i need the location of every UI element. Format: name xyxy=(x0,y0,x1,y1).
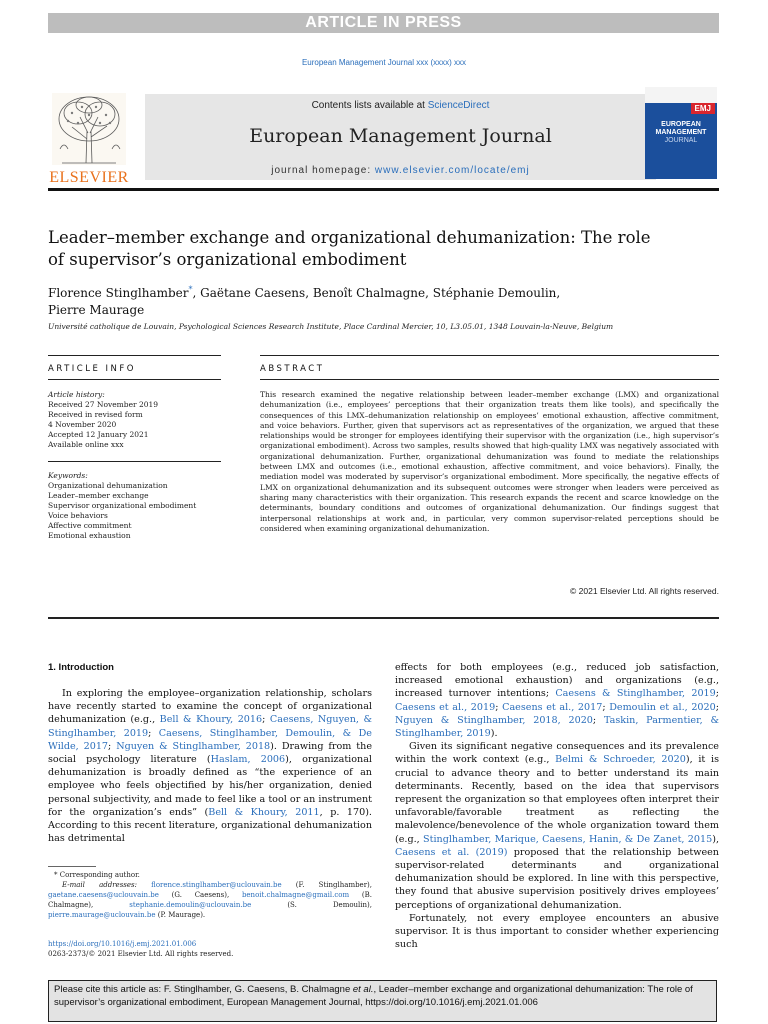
citation-link[interactable]: Belmi & Schroeder, 2020 xyxy=(555,754,686,766)
citation-link[interactable]: Caesens et al. (2019) xyxy=(395,846,508,858)
contents-line xyxy=(145,100,656,111)
author-last: Pierre Maurage xyxy=(48,303,145,317)
text-run: (S. Demoulin), xyxy=(251,901,372,909)
history-item: 4 November 2020 xyxy=(48,420,117,429)
text-run: ), xyxy=(712,833,719,845)
article-info-heading: ARTICLE INFO xyxy=(48,364,136,374)
sciencedirect-link[interactable]: ScienceDirect xyxy=(427,100,490,111)
intro-paragraph-1-cont xyxy=(395,661,719,740)
article-title: Leader–member exchange and organizational dehumanization: The role of supervisor’s organizational embodiment xyxy=(48,228,651,269)
elsevier-wordmark: ELSEVIER xyxy=(49,169,129,186)
text-run: ). Drawing from the social psychology literature ( xyxy=(48,740,373,766)
article-info-sub-rule xyxy=(48,379,221,380)
citation-link[interactable]: Caesens, Stinglhamber, Demoulin, & De Wilde, 2017 xyxy=(48,727,372,752)
text-run: Fortunately, not every employee encounters an abusive supervisor. It is thus important to consider whether experiencing such xyxy=(395,912,719,951)
masthead-center xyxy=(145,94,656,180)
footnote xyxy=(48,870,372,920)
citation-pre: Please cite this article as: F. Stinglhamber, G. Caesens, B. Chalmagne xyxy=(54,984,353,995)
citation-link[interactable]: Nguyen & Stinglhamber, 2018, 2020 xyxy=(395,714,593,726)
doi-link[interactable]: https://doi.org/10.1016/j.emj.2021.01.006 xyxy=(48,940,197,948)
author-rest: , Gaëtane Caesens, Benoît Chalmagne, Stéphanie Demoulin, xyxy=(192,286,561,300)
journal-cover-thumbnail[interactable] xyxy=(645,87,717,179)
journal-title: European Management Journal xyxy=(249,125,552,147)
citation-link[interactable]: gaetane.caesens@uclouvain.be xyxy=(48,891,159,899)
corresponding-author-note: * Corresponding author. xyxy=(54,871,140,879)
article-in-press-banner: ARTICLE IN PRESS xyxy=(48,13,719,33)
citation-box xyxy=(48,980,717,1022)
text-run: ; xyxy=(108,740,117,752)
abstract-sub-rule xyxy=(260,379,719,380)
homepage-url-link[interactable]: www.elsevier.com/locate/emj xyxy=(374,165,530,176)
article-history xyxy=(48,390,221,450)
text-run: ), it is crucial to advance theory and to better understand its main determinants. Recently, based on the idea that supervisors represent the organization so that employees often interpret their unfavorable/favorable treatment as reflecting the malevolence/benevolence of the whole organization toward them (e.g., xyxy=(395,754,719,845)
abstract-text: This research examined the negative relationship between leader–member exchange (LMX) and organizational dehumanization (i.e., employees’ perceptions that their organization treats them like tools), and specifically the consequences of this LMX–dehumanization relationship on employees’ emotional exhaustion, affective commitment, and voice behaviors. Further, given that supervisors act as representatives of the organization, we argued that these relationships would be stronger for employees identifying their supervisor with the organization (i.e., high supervisor’s organizational embodiment). Across two samples, results showed that high-quality LMX was negatively associated with organizational dehumanization. Further, organizational dehumanization was found to mediate the relationships between LMX and outcomes (i.e., emotional exhaustion, affective commitment, and voice behaviors). Finally, the mediation model was moderated by supervisor’s organizational embodiment. More specifically, the negative effects of LMX on organizational dehumanization and its subsequent outcomes were stronger when leaders were perceived as sharing many characteristics with their organization. This research expands the recent and scarce knowledge on the determinants, boundary conditions and outcomes of organizational dehumanization. Our findings suggest that interpersonal relationships at work and, in particular, very common supervisor-related perceptions should be considered when examining organizational dehumanization. xyxy=(260,390,719,533)
keyword-item: Voice behaviors xyxy=(48,511,108,520)
text-run: , p. 170). According to this recent literature, organizational dehumanization has detrimental xyxy=(48,806,372,845)
abstract-copyright: © 2021 Elsevier Ltd. All rights reserved. xyxy=(570,586,719,596)
issn-line: 0263-2373/© 2021 Elsevier Ltd. All rights reserved. xyxy=(48,950,234,958)
elsevier-logo[interactable] xyxy=(48,93,130,185)
intro-paragraph-1 xyxy=(48,687,372,845)
cover-title xyxy=(645,121,717,145)
text-run: ; xyxy=(495,701,503,713)
citation-link[interactable]: Taskin, Parmentier, & Stinglhamber, 2019 xyxy=(395,714,719,740)
citation-link[interactable]: pierre.maurage@uclouvain.be xyxy=(48,911,156,919)
keyword-item: Leader–member exchange xyxy=(48,491,149,500)
cover-title-line-1: EUROPEAN xyxy=(661,121,701,128)
keywords xyxy=(48,471,221,541)
text-run: In exploring the employee–organization relationship, scholars have recently started to examine the concept of organizational dehumanization (e.g., xyxy=(48,688,372,726)
citation-link[interactable]: Nguyen & Stinglhamber, 2018 xyxy=(116,740,271,752)
cover-title-line-2: MANAGEMENT xyxy=(655,129,707,136)
author-list xyxy=(48,281,668,319)
front-matter-rule xyxy=(48,617,719,619)
cover-title-line-3: JOURNAL xyxy=(664,137,698,144)
citation-link[interactable]: stephanie.demoulin@uclouvain.be xyxy=(129,901,252,909)
citation-link[interactable]: Caesens et al., 2017 xyxy=(502,701,603,713)
citation-link[interactable]: Bell & Khoury, 2011 xyxy=(208,806,320,818)
keyword-item: Affective commitment xyxy=(48,521,132,530)
text-run: ; xyxy=(592,714,604,726)
elsevier-tree-icon xyxy=(52,93,126,165)
article-info-top-rule xyxy=(48,355,221,356)
citation-link[interactable]: Demoulin et al., 2020 xyxy=(609,701,716,713)
history-keywords-rule xyxy=(48,461,221,462)
citation-link[interactable]: Caesens, Nguyen, & Stinglhamber, 2019 xyxy=(48,714,373,739)
keyword-item: Emotional exhaustion xyxy=(48,531,131,540)
citation-link[interactable]: florence.stinglhamber@uclouvain.be xyxy=(151,881,282,889)
history-item: Available online xxx xyxy=(48,440,124,449)
history-label: Article history: xyxy=(48,390,105,399)
text-run: E-mail addresses: xyxy=(62,881,152,889)
masthead xyxy=(48,87,719,190)
body-column-left xyxy=(48,687,372,845)
citation-link[interactable]: Stinglhamber, Marique, Caesens, Hanin, & De Zanet, 2015 xyxy=(423,833,713,845)
cover-top-stripe xyxy=(645,87,717,103)
footnote-rule xyxy=(48,866,96,867)
corresponding-author-mark[interactable]: * xyxy=(188,285,193,294)
journal-reference-link[interactable]: European Management Journal xxx (xxxx) xxx xyxy=(301,58,467,67)
journal-homepage-line xyxy=(145,165,656,176)
keywords-label: Keywords: xyxy=(48,471,88,480)
text-run: ), organizational dehumanization is broadly defined as “the experience of an employee who feels objectified by his/her organization, denied personal subjectivity, and made to feel like a tool or an instrument for the organization’s ends” ( xyxy=(48,754,372,818)
body-column-right xyxy=(395,661,719,951)
citation-link[interactable]: Caesens et al., 2019 xyxy=(395,701,496,713)
text-run: (B. Chalmagne), xyxy=(48,891,372,909)
citation-post: , Leader–member exchange and organizational dehumanization: The role of supervisor’s organizational embodiment, European Management Journal, https://doi.org/10.1016/j.emj.2021.01.006 xyxy=(54,984,693,1008)
text-run: ; xyxy=(602,701,610,713)
citation-etal: et al. xyxy=(352,984,374,995)
text-run: (P. Maurage). xyxy=(155,911,206,919)
history-item: Accepted 12 January 2021 xyxy=(48,430,149,439)
abstract-top-rule xyxy=(260,355,719,356)
author-first[interactable]: Florence Stinglhamber xyxy=(48,286,189,300)
abstract-heading: ABSTRACT xyxy=(260,364,325,374)
doi-block xyxy=(48,939,372,959)
text-run: ; xyxy=(148,727,159,739)
text-run: proposed that the relationship between supervisor-related determinants and organizational dehumanization should be explored. In line with this perspective, they found that abusive supervision positively drives employees’ perceptions of organizational dehumanization. xyxy=(395,846,719,911)
citation-link[interactable]: Haslam, 2006 xyxy=(210,754,286,766)
keyword-item: Supervisor organizational embodiment xyxy=(48,501,197,510)
homepage-prefix: journal homepage: xyxy=(271,165,375,176)
section-heading-introduction: 1. Introduction xyxy=(48,662,114,673)
text-run: (F. Stinglhamber), xyxy=(281,881,373,889)
cover-badge: EMJ xyxy=(691,103,715,114)
citation-link[interactable]: Caesens & Stinglhamber, 2019 xyxy=(555,688,716,700)
text-run: effects for both employees (e.g., reduced job satisfaction, increased emotional exhaustion) and organizations (e.g., increased turnover intentions; xyxy=(395,662,719,700)
text-run: ). xyxy=(490,728,498,740)
contents-prefix: Contents lists available at xyxy=(311,100,428,111)
citation-link[interactable]: Bell & Khoury, 2016 xyxy=(159,714,263,726)
intro-paragraph-3 xyxy=(395,912,719,952)
intro-paragraph-2 xyxy=(395,740,719,912)
text-run: ; xyxy=(262,714,270,726)
text-run: (G. Caesens), xyxy=(158,891,242,899)
email-addresses xyxy=(48,880,372,920)
text-run: Given its significant negative consequences and its prevalence within the work context (e.g., xyxy=(395,741,719,766)
affiliation: Université catholique de Louvain, Psychological Sciences Research Institute, Place Cardinal Mercier, 10, L3.05.01, 1348 Louvain-la-Neuve, Belgium xyxy=(48,322,614,331)
keyword-item: Organizational dehumanization xyxy=(48,481,168,490)
history-item: Received in revised form xyxy=(48,410,143,419)
text-run: ; xyxy=(715,701,719,713)
masthead-rule xyxy=(48,188,719,191)
history-item: Received 27 November 2019 xyxy=(48,400,159,409)
text-run: ; xyxy=(715,688,719,700)
citation-link[interactable]: benoit.chalmagne@gmail.com xyxy=(241,891,350,899)
